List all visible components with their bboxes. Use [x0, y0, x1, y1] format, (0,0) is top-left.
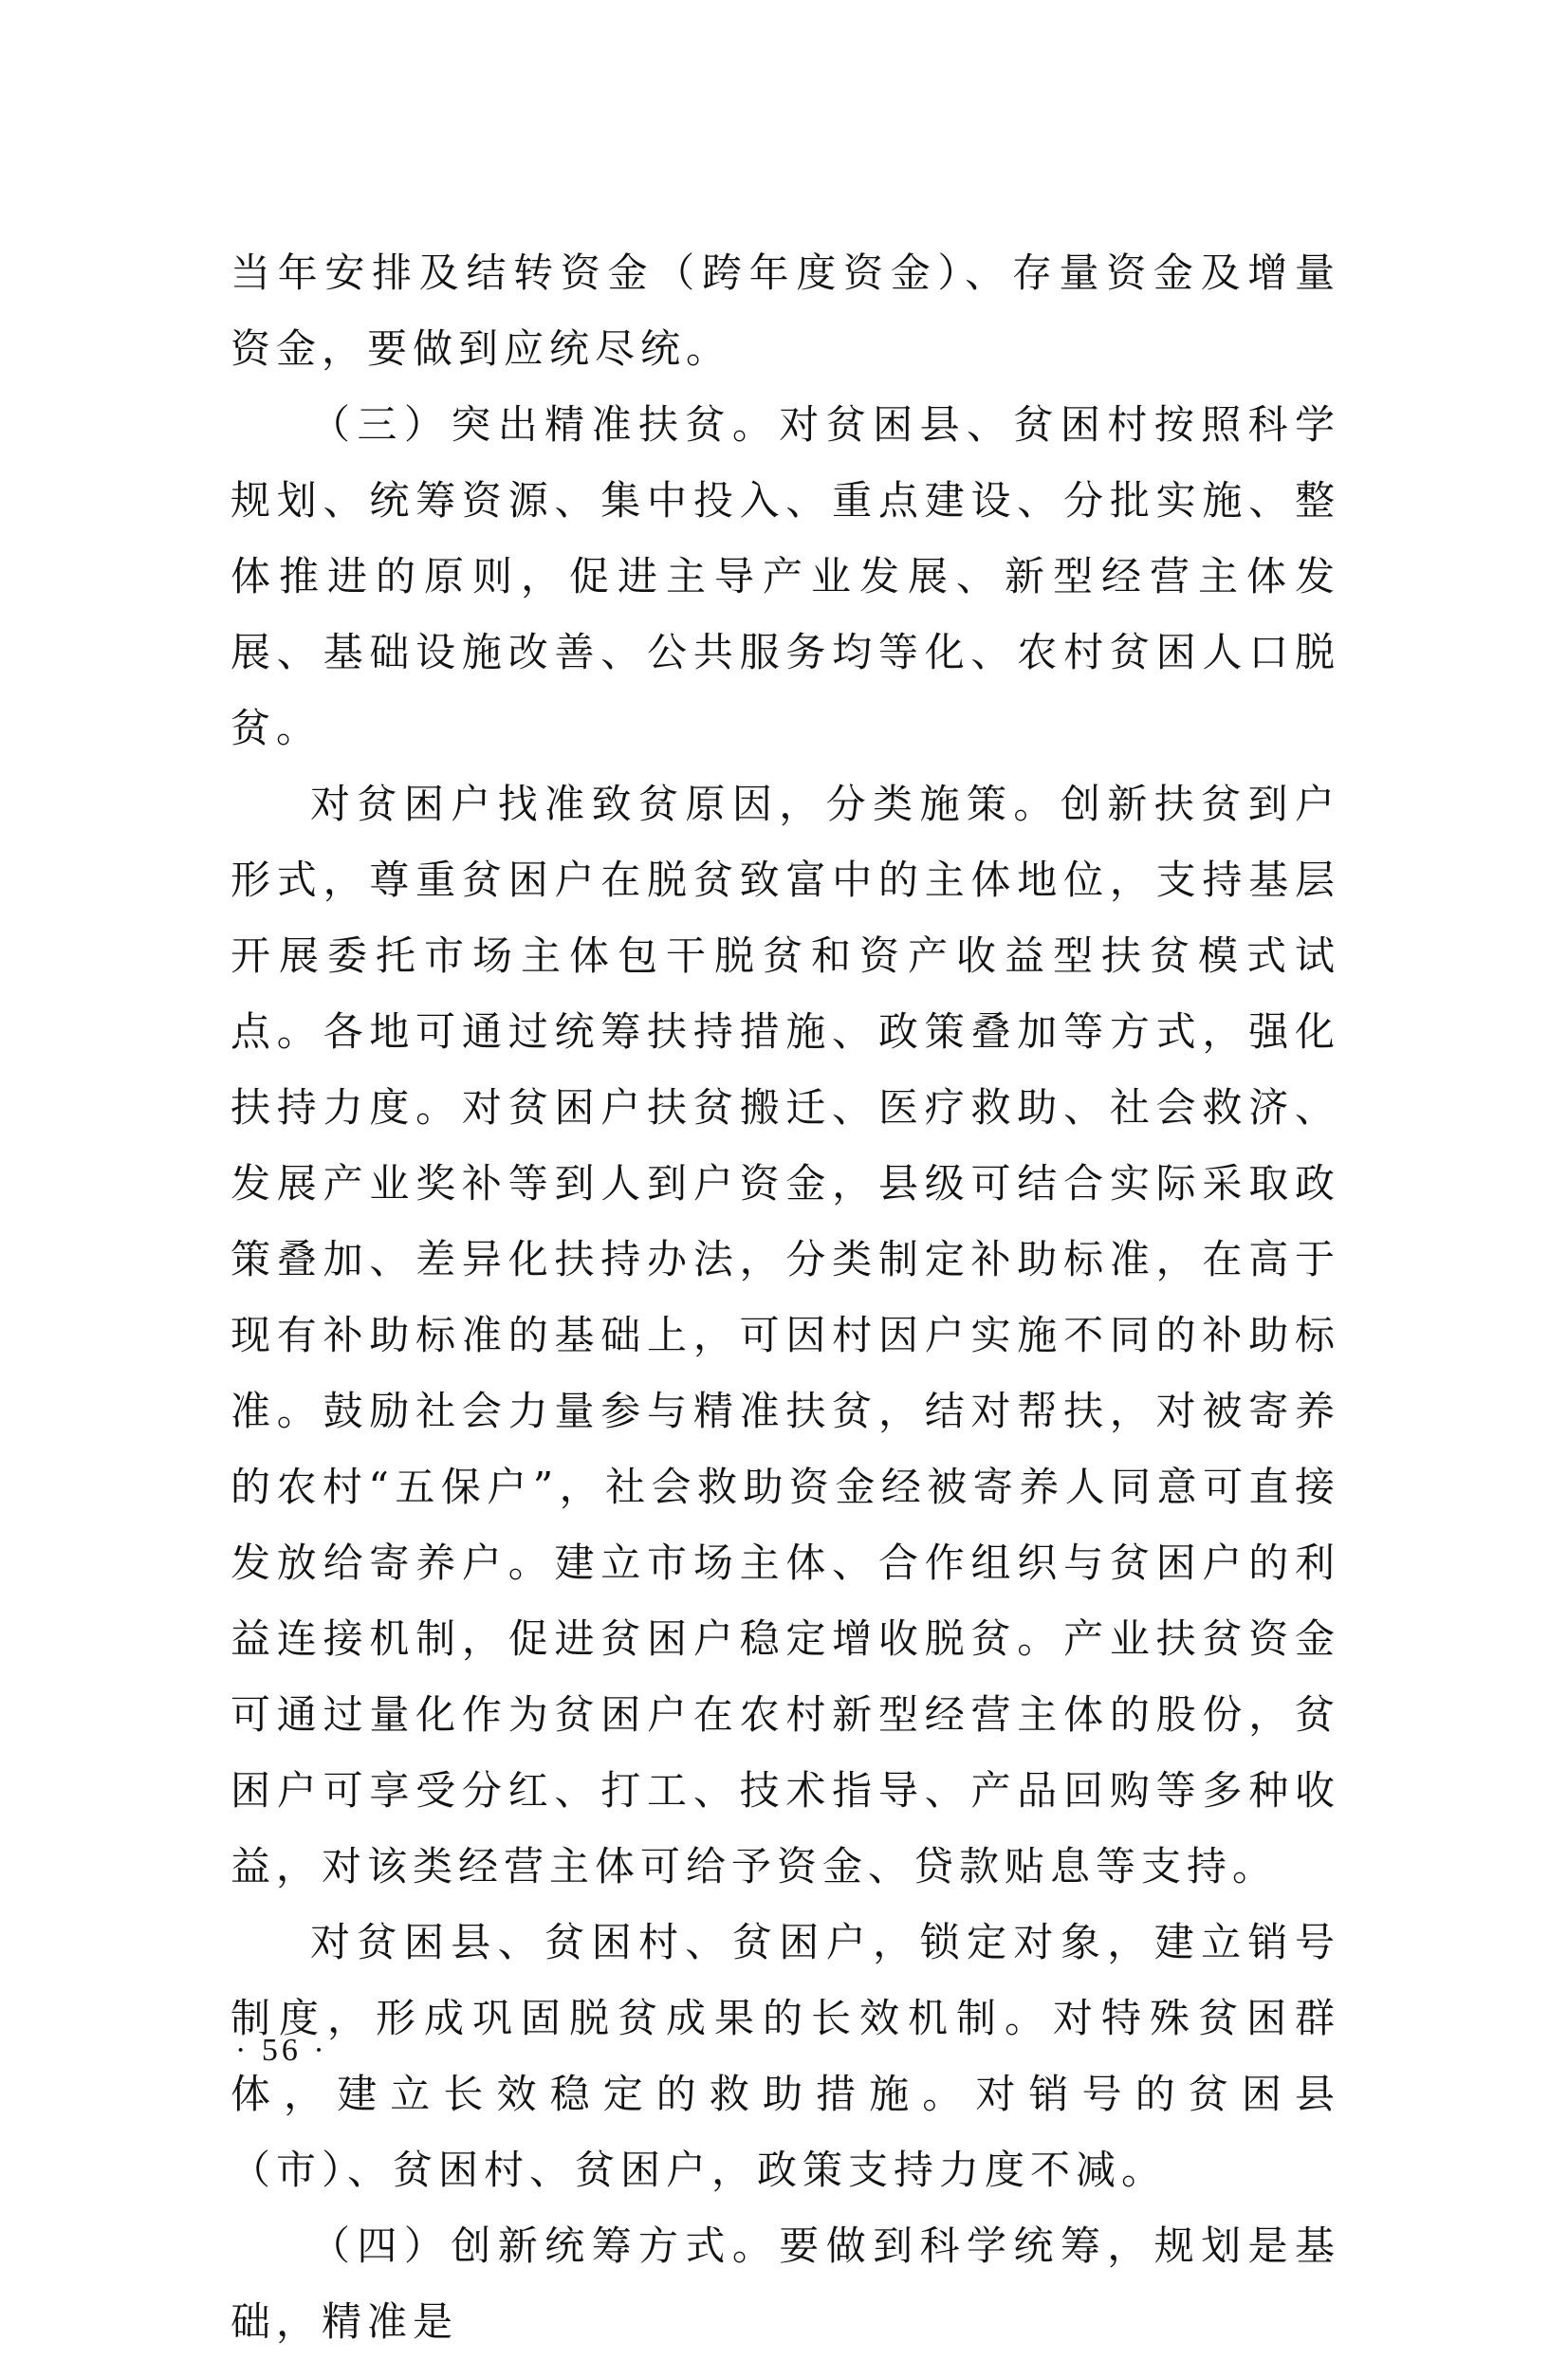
paragraph-continuation: 当年安排及结转资金（跨年度资金）、存量资金及增量资金，要做到应统尽统。: [231, 249, 1340, 372]
paragraph-poor-households: 对贫困户找准致贫原因，分类施策。创新扶贫到户形式，尊重贫困户在脱贫致富中的主体地位，支持基层开展委托市场主体包干脱贫和资产收益型扶贫模式试点。各地可通过统筹扶持措施、政策叠加等方式，强化扶持力度。对贫困户扶贫搬迁、医疗救助、社会救济、发展产业奖补等到人到户资金，县级可结合实际采取政策叠加、差异化扶持办法，分类制定补助标准，在高于现有补助标准的基础上，可因村因户实施不同的补助标准。鼓励社会力量参与精准扶贫，结对帮扶，对被寄养的农村“五保户”，社会救助资金经被寄养人同意可直接发放给寄养户。建立市场主体、合作组织与贫困户的利益连接机制，促进贫困户稳定增收脱贫。产业扶贫资金可通过量化作为贫困户在农村新型经营主体的股份，贫困户可享受分红、打工、技术指导、产品回购等多种收益，对该类经营主体可给予资金、贷款贴息等支持。: [231, 781, 1340, 1890]
paragraph-section-three: （三）突出精准扶贫。对贫困县、贫困村按照科学规划、统筹资源、集中投入、重点建设、分批实施、整体推进的原则，促进主导产业发展、新型经营主体发展、基础设施改善、公共服务均等化、农村贫困人口脱贫。: [231, 401, 1340, 751]
body-text: [231, 235, 1340, 2360]
paragraph-section-four: （四）创新统筹方式。要做到科学统筹，规划是基础，精准是: [231, 2222, 1340, 2345]
page-number: · 56 ·: [235, 2033, 328, 2068]
paragraph-delisting-system: 对贫困县、贫困村、贫困户，锁定对象，建立销号制度，形成巩固脱贫成果的长效机制。对特殊贫困群体，建立长效稳定的救助措施。对销号的贫困县（市）、贫困村、贫困户，政策支持力度不减。: [231, 1919, 1340, 2193]
